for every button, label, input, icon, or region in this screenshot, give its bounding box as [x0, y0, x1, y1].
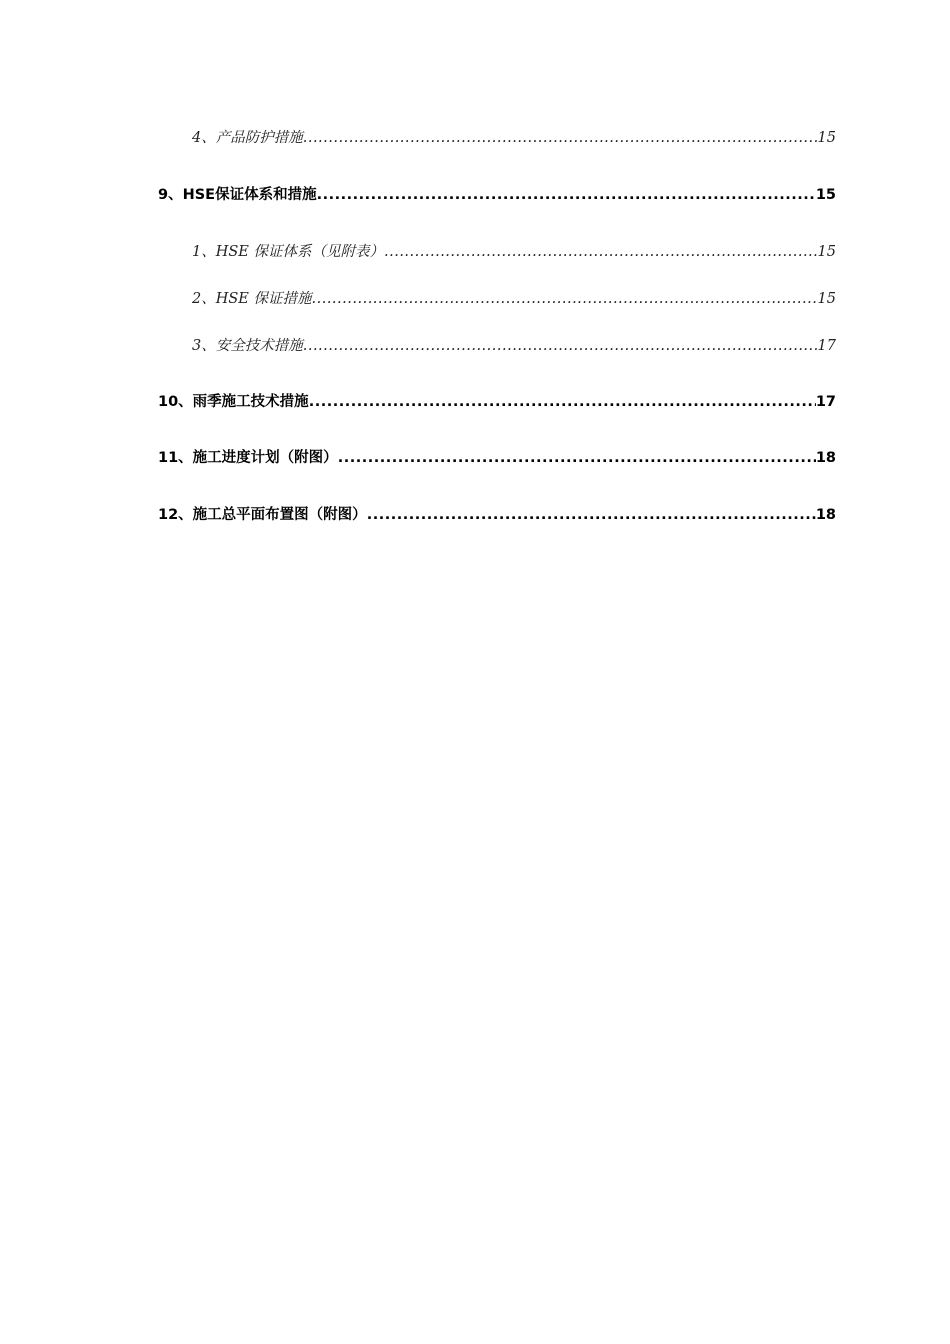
- toc-entry-page: 17: [815, 394, 836, 410]
- toc-entry-title: 9、HSE保证体系和措施: [158, 187, 317, 203]
- toc-entry-title: 10、雨季施工技术措施: [158, 394, 309, 410]
- toc-entry-page: 18: [815, 450, 836, 466]
- dot-leader: [317, 185, 816, 205]
- dot-leader: [338, 448, 816, 468]
- dot-leader: [303, 128, 818, 148]
- toc-entry-title: 1、HSE 保证体系（见附表）: [192, 244, 384, 260]
- toc-entry-title: 4、产品防护措施: [192, 130, 303, 146]
- dot-leader: [384, 242, 818, 262]
- dot-leader: [309, 392, 816, 412]
- toc-entry-page: 15: [817, 291, 836, 307]
- dot-leader: [367, 505, 816, 525]
- toc-entry-product-protection[interactable]: [192, 124, 836, 148]
- toc-entry-page: 15: [817, 130, 836, 146]
- toc-entry-rainy-season[interactable]: [158, 388, 836, 412]
- toc-entry-page: 15: [815, 187, 836, 203]
- toc-entry-page: 18: [815, 507, 836, 523]
- toc-entry-hse-guarantee-system[interactable]: [192, 238, 836, 262]
- toc-entry-hse-measures[interactable]: [192, 285, 836, 309]
- toc-entry-hse-system[interactable]: [158, 181, 836, 205]
- dot-leader: [312, 289, 818, 309]
- toc-entry-title: 2、HSE 保证措施: [192, 291, 312, 307]
- toc-entry-schedule[interactable]: [158, 444, 836, 468]
- toc-entry-site-layout[interactable]: [158, 501, 836, 525]
- toc-entry-page: 17: [817, 338, 836, 354]
- dot-leader: [303, 336, 818, 356]
- toc-entry-title: 12、施工总平面布置图（附图）: [158, 507, 367, 523]
- toc-entry-title: 11、施工进度计划（附图）: [158, 450, 338, 466]
- toc-entry-title: 3、安全技术措施: [192, 338, 303, 354]
- toc-entry-page: 15: [817, 244, 836, 260]
- toc-entry-safety-measures[interactable]: [192, 332, 836, 356]
